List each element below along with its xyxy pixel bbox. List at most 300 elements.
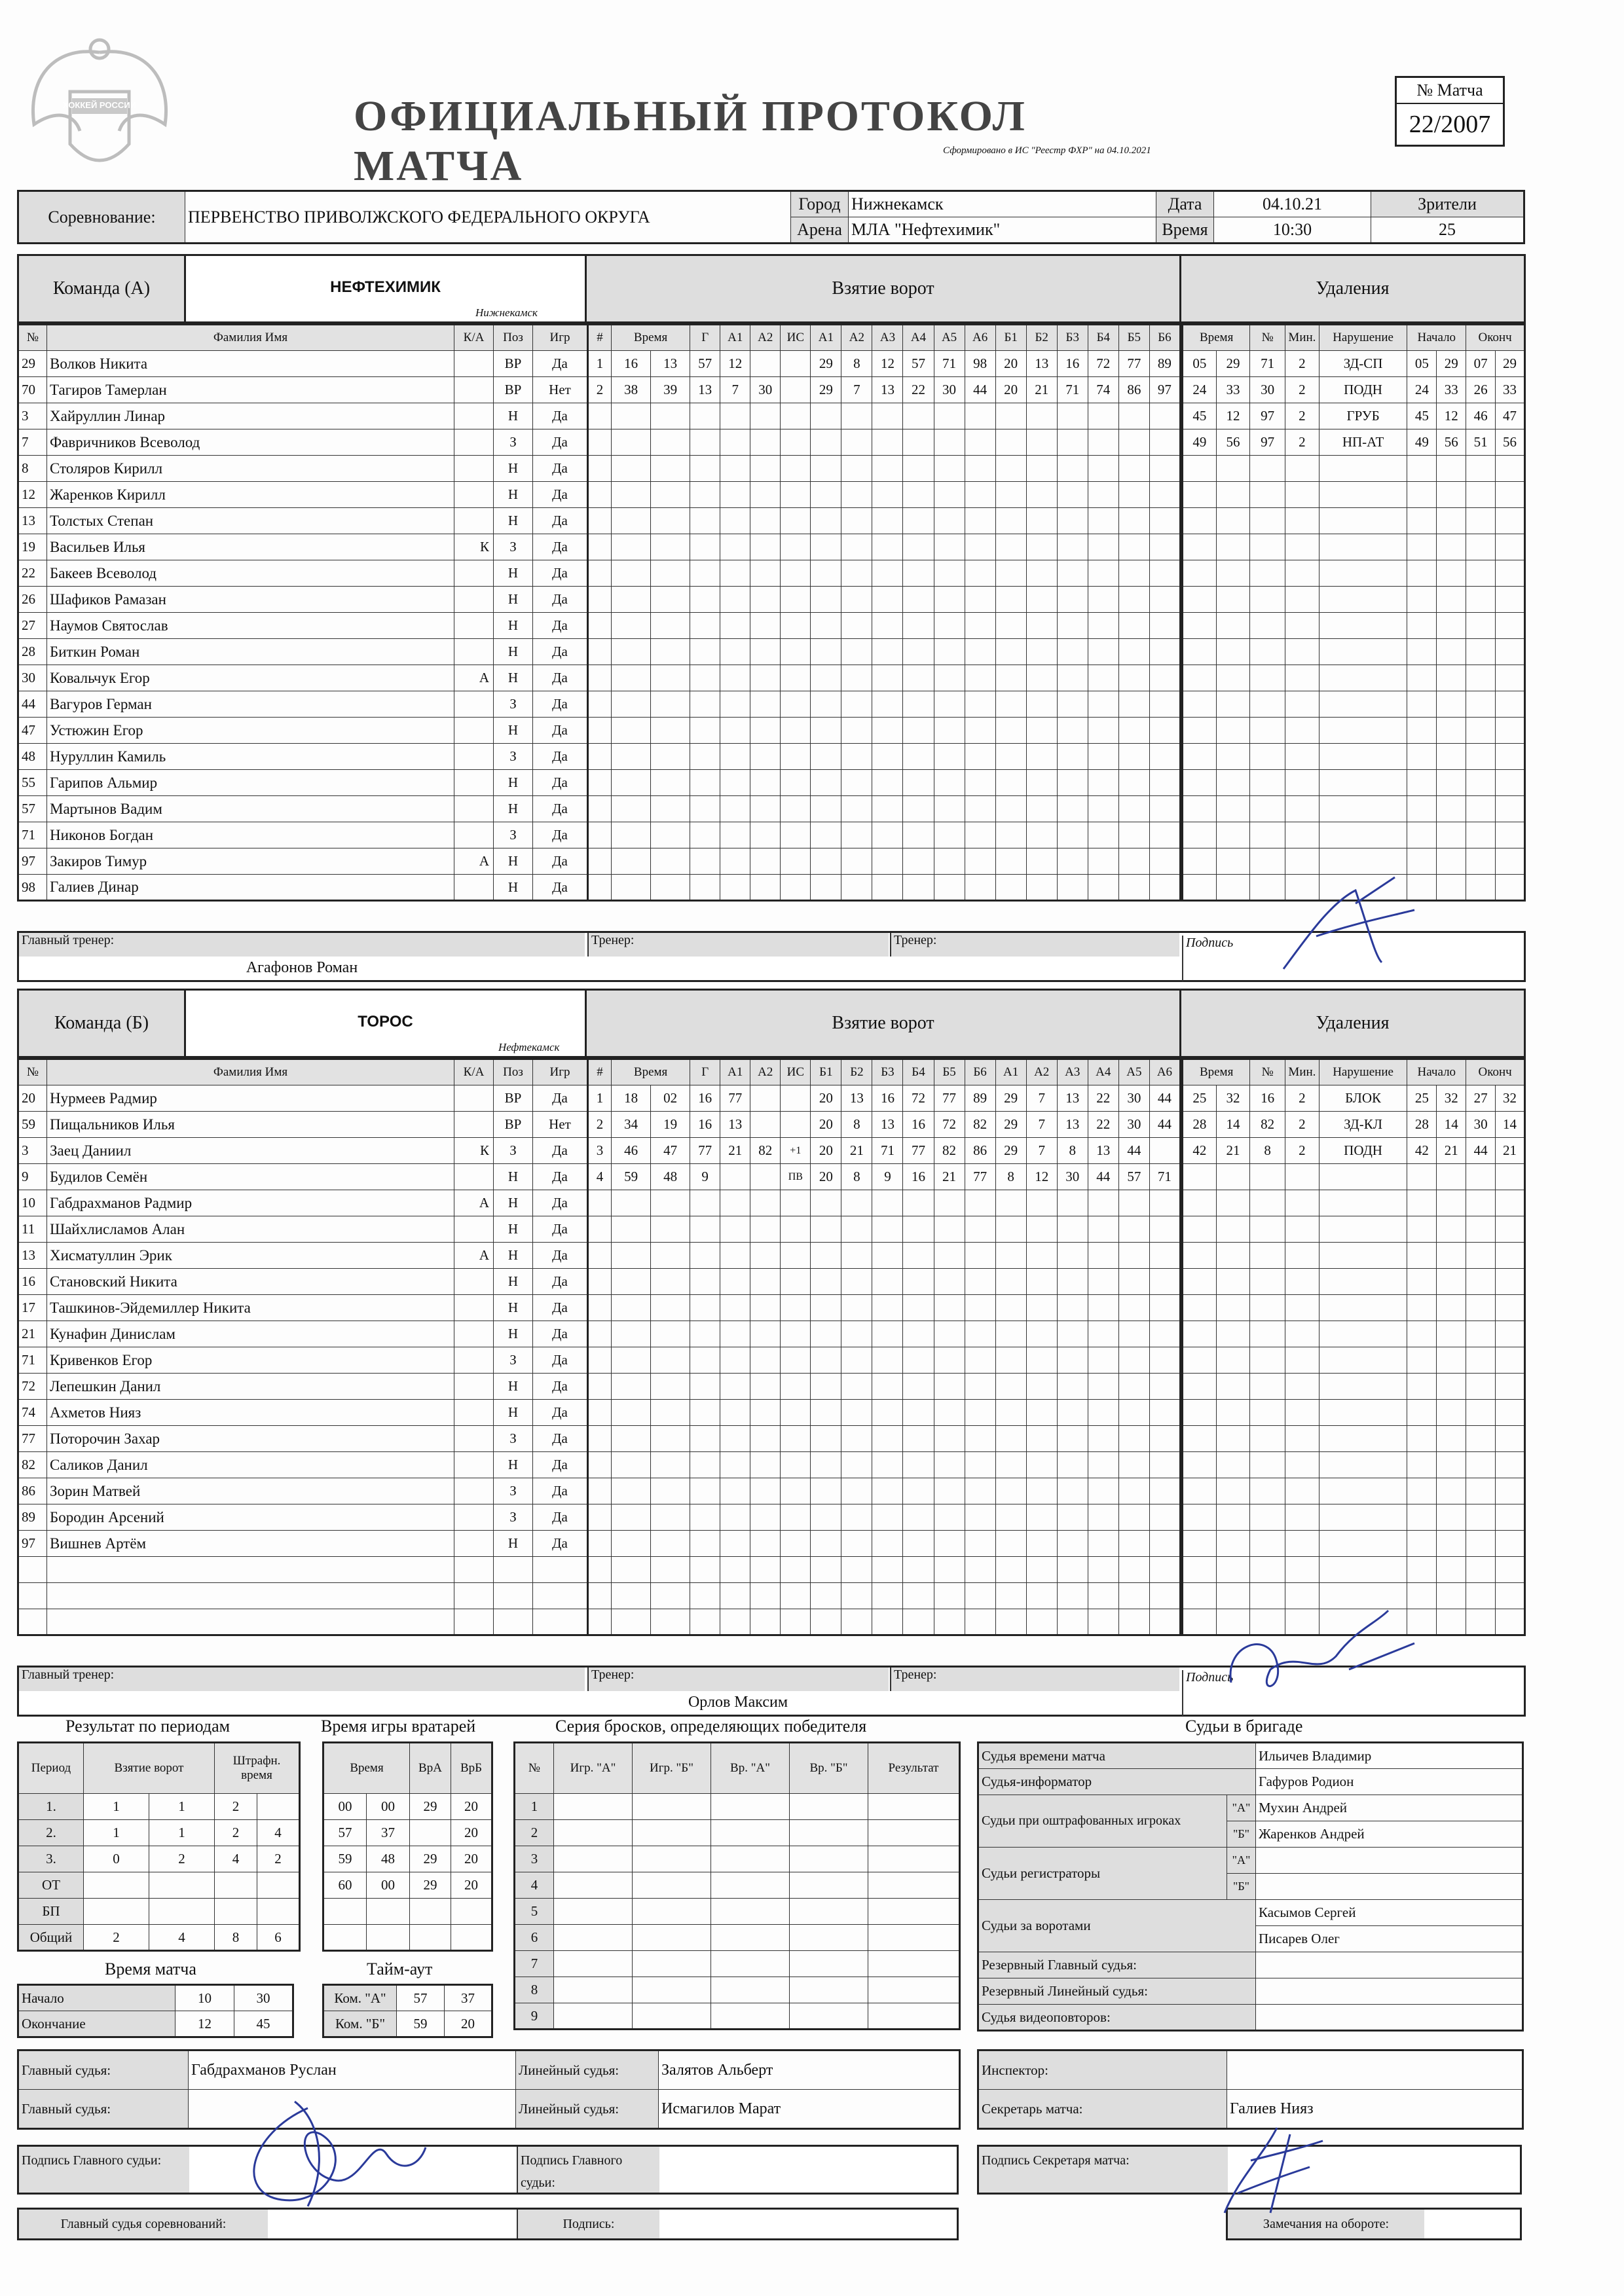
- empty-cell: [1118, 1557, 1149, 1583]
- table-row: [1183, 744, 1525, 770]
- player-number: 9: [18, 1164, 47, 1190]
- player-name: Тагиров Тамерлан: [47, 377, 454, 403]
- match-time-title: Время матча: [105, 1959, 196, 1978]
- empty-cell: [554, 1899, 633, 1925]
- empty-cell: [1057, 482, 1088, 508]
- player-number: 72: [18, 1374, 47, 1400]
- table-row: [588, 1504, 1181, 1531]
- empty-cell: [995, 1243, 1026, 1269]
- table-row: [18, 691, 588, 718]
- empty-cell: [1026, 1557, 1057, 1583]
- player-position: З: [494, 1426, 533, 1452]
- empty-cell: [781, 1400, 811, 1426]
- empty-cell: [690, 1269, 720, 1295]
- empty-cell: [612, 639, 651, 665]
- empty-cell: [1026, 429, 1057, 456]
- shootout-number: 2: [515, 1820, 554, 1846]
- empty-cell: [872, 508, 903, 534]
- empty-cell: [1496, 1609, 1525, 1635]
- pen-player: 30: [1250, 377, 1285, 403]
- teamA-col-num: №: [18, 325, 47, 351]
- table-row: [588, 822, 1181, 848]
- gk-value: 00: [323, 1794, 367, 1820]
- empty-cell: [720, 639, 750, 665]
- empty-cell: [934, 744, 965, 770]
- player-name: Вагуров Герман: [47, 691, 454, 718]
- empty-cell: [811, 1452, 841, 1478]
- empty-cell: [934, 1426, 965, 1452]
- empty-cell: [1466, 770, 1496, 796]
- empty-cell: [1026, 587, 1057, 613]
- empty-cell: [1466, 822, 1496, 848]
- player-number: 30: [18, 665, 47, 691]
- empty-cell: [841, 1426, 872, 1452]
- table-row: [588, 1426, 1181, 1452]
- player-number: 48: [18, 744, 47, 770]
- empty-cell: [872, 1295, 903, 1321]
- empty-cell: [1088, 1531, 1118, 1557]
- empty-cell: [1466, 1243, 1496, 1269]
- empty-cell: [1466, 875, 1496, 901]
- team-a-city: Нижнекамск: [475, 306, 538, 319]
- teamA-col-name: Фамилия Имя: [47, 325, 454, 351]
- table-row: [588, 351, 1181, 377]
- empty-cell: [1149, 744, 1180, 770]
- empty-cell: [720, 665, 750, 691]
- player-number: 44: [18, 691, 47, 718]
- table-row: [18, 351, 588, 377]
- empty-cell: [1496, 1164, 1525, 1190]
- table-row: [1183, 1531, 1525, 1557]
- player-number: 98: [18, 875, 47, 901]
- empty-cell: [720, 1478, 750, 1504]
- team-b-penalties-title: Удаления: [1181, 989, 1526, 1058]
- video-ref-label: Судья видеоповторов:: [978, 2005, 1256, 2031]
- empty-cell: [612, 665, 651, 691]
- goal-assist-2: [750, 1085, 781, 1112]
- empty-cell: [690, 482, 720, 508]
- goal-number: 3: [588, 1138, 612, 1164]
- table-row: [18, 1138, 588, 1164]
- empty-cell: [1285, 1295, 1320, 1321]
- empty-cell: [811, 560, 841, 587]
- empty-cell: [903, 875, 934, 901]
- teamA-col-onice: Б6: [1149, 325, 1180, 351]
- goal-assist-1: 77: [720, 1085, 750, 1112]
- pen-min: 05: [1183, 351, 1217, 377]
- empty-cell: [872, 691, 903, 718]
- empty-cell: [1466, 665, 1496, 691]
- empty-cell: [1088, 482, 1118, 508]
- table-row: [18, 403, 588, 429]
- empty-cell: [1088, 1347, 1118, 1374]
- empty-cell: [1088, 770, 1118, 796]
- empty-cell: [651, 534, 690, 560]
- empty-cell: [1437, 1609, 1466, 1635]
- empty-cell: [612, 1321, 651, 1347]
- empty-cell: [1466, 848, 1496, 875]
- gk-value: 37: [367, 1820, 410, 1846]
- player-position: ВР: [494, 351, 533, 377]
- empty-cell: [1285, 718, 1320, 744]
- empty-cell: [1118, 1583, 1149, 1609]
- empty-cell: [711, 1951, 790, 1977]
- goal-situation: [781, 1085, 811, 1112]
- empty-cell: [554, 2003, 633, 2030]
- empty-cell: [690, 848, 720, 875]
- empty-cell: [690, 1504, 720, 1531]
- empty-cell: [1407, 1190, 1437, 1216]
- empty-cell: [1026, 744, 1057, 770]
- empty-cell: [1088, 1374, 1118, 1400]
- empty-cell: [1088, 534, 1118, 560]
- pen-min: 49: [1183, 429, 1217, 456]
- table-row: [588, 1400, 1181, 1426]
- empty-cell: [720, 770, 750, 796]
- table-row: [1183, 429, 1525, 456]
- empty-cell: [1466, 1374, 1496, 1400]
- empty-cell: [781, 456, 811, 482]
- empty-cell: [1183, 1452, 1217, 1478]
- empty-cell: [934, 482, 965, 508]
- empty-cell: [1088, 1557, 1118, 1583]
- empty-cell: [1437, 482, 1466, 508]
- empty-cell: [1183, 796, 1217, 822]
- on-ice-player: 7: [1026, 1138, 1057, 1164]
- page-title: ОФИЦИАЛЬНЫЙ ПРОТОКОЛ МАТЧА: [354, 92, 1027, 190]
- empty-cell: [1026, 1531, 1057, 1557]
- player-role: А: [454, 1190, 494, 1216]
- empty-cell: [720, 534, 750, 560]
- empty-cell: [781, 1557, 811, 1583]
- empty-cell: [1319, 1321, 1407, 1347]
- teamB-col-pen-start: Начало: [1407, 1059, 1466, 1085]
- empty-cell: [903, 403, 934, 429]
- empty-cell: [995, 639, 1026, 665]
- empty-cell: [841, 403, 872, 429]
- empty-cell: [781, 1321, 811, 1347]
- empty-cell: [1118, 822, 1149, 848]
- empty-cell: [588, 744, 612, 770]
- on-ice-player: 72: [1088, 351, 1118, 377]
- line-ref-2: Исмагилов Марат: [659, 2090, 960, 2129]
- empty-cell: [1319, 1164, 1407, 1190]
- empty-cell: [811, 691, 841, 718]
- empty-cell: [903, 1478, 934, 1504]
- empty-cell: [711, 1846, 790, 1872]
- empty-cell: [1088, 639, 1118, 665]
- empty-cell: [554, 1925, 633, 1951]
- empty-cell: [1216, 1400, 1250, 1426]
- table-row: [1183, 796, 1525, 822]
- empty-cell: [651, 796, 690, 822]
- empty-cell: [841, 534, 872, 560]
- empty-cell: [1437, 1216, 1466, 1243]
- empty-cell: [47, 1583, 454, 1609]
- empty-cell: [1496, 1400, 1525, 1426]
- empty-cell: [612, 456, 651, 482]
- empty-cell: [965, 1478, 995, 1504]
- goal-assist-1: 7: [720, 377, 750, 403]
- player-played: Да: [533, 351, 588, 377]
- table-row: [1183, 1426, 1525, 1452]
- player-played: Да: [533, 665, 588, 691]
- player-name: Наумов Святослав: [47, 613, 454, 639]
- player-position: ВР: [494, 377, 533, 403]
- player-played: Да: [533, 1426, 588, 1452]
- goal-number: 1: [588, 1085, 612, 1112]
- spectators-label: Зрители: [1371, 191, 1524, 217]
- empty-cell: [1057, 770, 1088, 796]
- table-row: [588, 1190, 1181, 1216]
- player-number: 13: [18, 508, 47, 534]
- empty-cell: [720, 456, 750, 482]
- player-name: Зорин Матвей: [47, 1478, 454, 1504]
- empty-cell: [1149, 1426, 1180, 1452]
- empty-cell: [781, 1269, 811, 1295]
- empty-cell: [1496, 1452, 1525, 1478]
- empty-cell: [612, 718, 651, 744]
- empty-cell: [1026, 639, 1057, 665]
- empty-cell: [410, 1925, 451, 1951]
- empty-cell: [1149, 1583, 1180, 1609]
- teamB-col-onice: А1: [995, 1059, 1026, 1085]
- empty-cell: [841, 875, 872, 901]
- on-ice-player: 8: [1057, 1138, 1088, 1164]
- empty-cell: [690, 613, 720, 639]
- empty-cell: [995, 718, 1026, 744]
- empty-cell: [1466, 560, 1496, 587]
- empty-cell: [494, 1583, 533, 1609]
- empty-cell: [1183, 1400, 1217, 1426]
- empty-cell: [1285, 1452, 1320, 1478]
- empty-cell: [1466, 1190, 1496, 1216]
- empty-cell: [1183, 534, 1217, 560]
- empty-cell: [1466, 587, 1496, 613]
- empty-cell: [1250, 1164, 1285, 1190]
- empty-cell: [633, 1925, 711, 1951]
- empty-cell: [1466, 1478, 1496, 1504]
- player-played: Да: [533, 718, 588, 744]
- teamA-col-onice: Б4: [1088, 325, 1118, 351]
- empty-cell: [1149, 456, 1180, 482]
- teamB-col-onice: А6: [1149, 1059, 1180, 1085]
- empty-cell: [995, 429, 1026, 456]
- empty-cell: [934, 1216, 965, 1243]
- goal-sec: 19: [651, 1112, 690, 1138]
- empty-cell: [790, 1794, 868, 1820]
- empty-cell: [1250, 1452, 1285, 1478]
- table-row: [588, 718, 1181, 744]
- player-position: Н: [494, 770, 533, 796]
- empty-cell: [612, 770, 651, 796]
- table-row: [588, 403, 1181, 429]
- player-name: Становский Никита: [47, 1269, 454, 1295]
- pen-min: 28: [1183, 1112, 1217, 1138]
- empty-cell: [781, 1609, 811, 1635]
- empty-cell: [872, 587, 903, 613]
- table-row: [588, 587, 1181, 613]
- empty-cell: [841, 1531, 872, 1557]
- empty-cell: [750, 1216, 781, 1243]
- empty-cell: [47, 1609, 454, 1635]
- empty-cell: [1057, 1295, 1088, 1321]
- empty-cell: [1250, 534, 1285, 560]
- goal-sec: 13: [651, 351, 690, 377]
- penalty-ref-a-tag: "А": [1227, 1795, 1256, 1821]
- empty-cell: [903, 456, 934, 482]
- empty-cell: [903, 560, 934, 587]
- empty-cell: [1407, 744, 1437, 770]
- empty-cell: [1088, 875, 1118, 901]
- teamA-col-pos: Поз: [494, 325, 533, 351]
- table-row: [18, 1295, 588, 1321]
- empty-cell: [841, 1321, 872, 1347]
- player-role: [454, 456, 494, 482]
- main-ref-signature: [223, 2095, 439, 2213]
- empty-cell: [965, 744, 995, 770]
- empty-cell: [1118, 1295, 1149, 1321]
- empty-cell: [1216, 1478, 1250, 1504]
- table-row: [515, 1951, 960, 1977]
- empty-cell: [1437, 456, 1466, 482]
- table-row: [1183, 1400, 1525, 1426]
- comp-ref-box: [17, 2208, 959, 2240]
- empty-cell: [934, 534, 965, 560]
- pen-sec: 21: [1216, 1138, 1250, 1164]
- empty-cell: [1216, 1426, 1250, 1452]
- empty-cell: [1088, 822, 1118, 848]
- empty-cell: [1285, 1216, 1320, 1243]
- empty-cell: [811, 770, 841, 796]
- empty-cell: [1285, 587, 1320, 613]
- empty-cell: [1285, 1269, 1320, 1295]
- empty-cell: [1496, 1295, 1525, 1321]
- on-ice-player: 57: [1118, 1164, 1149, 1190]
- empty-cell: [1437, 1347, 1466, 1374]
- empty-cell: [1183, 718, 1217, 744]
- empty-cell: [651, 429, 690, 456]
- empty-cell: [1088, 1216, 1118, 1243]
- pen-sec: 29: [1216, 351, 1250, 377]
- empty-cell: [811, 796, 841, 822]
- team-a-penalties: [1181, 323, 1526, 902]
- empty-cell: [612, 1609, 651, 1635]
- empty-cell: [750, 587, 781, 613]
- on-ice-player: 16: [1057, 351, 1088, 377]
- empty-cell: [934, 1400, 965, 1426]
- empty-cell: [651, 560, 690, 587]
- empty-cell: [651, 1190, 690, 1216]
- empty-cell: [841, 508, 872, 534]
- empty-cell: [1149, 1269, 1180, 1295]
- empty-cell: [790, 1846, 868, 1872]
- empty-cell: [612, 613, 651, 639]
- empty-cell: [1437, 1531, 1466, 1557]
- empty-cell: [903, 482, 934, 508]
- match-start-hour: 10: [175, 1985, 234, 2011]
- goal-assist-2: [750, 1112, 781, 1138]
- gk-value: 29: [410, 1872, 451, 1899]
- empty-cell: [868, 1872, 960, 1899]
- player-name: Кунафин Динислам: [47, 1321, 454, 1347]
- table-row: [18, 1347, 588, 1374]
- empty-cell: [1216, 1374, 1250, 1400]
- empty-cell: [965, 429, 995, 456]
- empty-cell: [965, 822, 995, 848]
- on-ice-player: 97: [1149, 377, 1180, 403]
- empty-cell: [1026, 1295, 1057, 1321]
- empty-cell: [781, 403, 811, 429]
- empty-cell: [965, 1583, 995, 1609]
- empty-cell: [1466, 1164, 1496, 1190]
- empty-cell: [1183, 560, 1217, 587]
- empty-cell: [651, 1452, 690, 1478]
- date-label: Дата: [1156, 191, 1214, 217]
- player-number: 70: [18, 377, 47, 403]
- empty-cell: [1437, 1243, 1466, 1269]
- empty-cell: [1407, 1504, 1437, 1531]
- pen-minutes: 2: [1285, 351, 1320, 377]
- empty-cell: [690, 429, 720, 456]
- empty-cell: [1407, 1164, 1437, 1190]
- table-row: [18, 377, 588, 403]
- empty-cell: [1437, 1164, 1466, 1190]
- empty-cell: [1026, 456, 1057, 482]
- goal-assist-1: [720, 1164, 750, 1190]
- empty-cell: [750, 1374, 781, 1400]
- period-pim-b: 2: [257, 1846, 300, 1872]
- empty-cell: [1216, 848, 1250, 875]
- empty-cell: [750, 1321, 781, 1347]
- empty-cell: [1057, 875, 1088, 901]
- empty-cell: [1285, 691, 1320, 718]
- empty-cell: [1183, 822, 1217, 848]
- empty-cell: [1407, 1216, 1437, 1243]
- shootout-col: Игр. "Б": [633, 1743, 711, 1794]
- empty-cell: [651, 403, 690, 429]
- empty-cell: [750, 1557, 781, 1583]
- on-ice-player: 16: [903, 1112, 934, 1138]
- table-row: [18, 1557, 588, 1583]
- empty-cell: [588, 1478, 612, 1504]
- on-ice-player: 13: [1026, 351, 1057, 377]
- empty-cell: [1250, 587, 1285, 613]
- table-row: [588, 613, 1181, 639]
- empty-cell: [612, 560, 651, 587]
- empty-cell: [1057, 1531, 1088, 1557]
- table-row: [588, 1164, 1181, 1190]
- empty-cell: [750, 1295, 781, 1321]
- time-label: Время: [1156, 217, 1214, 244]
- empty-cell: [1183, 744, 1217, 770]
- empty-cell: [633, 1899, 711, 1925]
- table-row: [18, 534, 588, 560]
- empty-cell: [1149, 1557, 1180, 1583]
- empty-cell: [651, 1216, 690, 1243]
- player-role: [454, 639, 494, 665]
- empty-cell: [1183, 875, 1217, 901]
- empty-cell: [651, 482, 690, 508]
- empty-cell: [1407, 1374, 1437, 1400]
- empty-cell: [1088, 429, 1118, 456]
- empty-cell: [1407, 1531, 1437, 1557]
- pen-start-sec: 12: [1437, 403, 1466, 429]
- player-role: [454, 508, 494, 534]
- empty-cell: [811, 1557, 841, 1583]
- player-number: 57: [18, 796, 47, 822]
- goal-judge-label: Судьи за воротами: [978, 1900, 1256, 1952]
